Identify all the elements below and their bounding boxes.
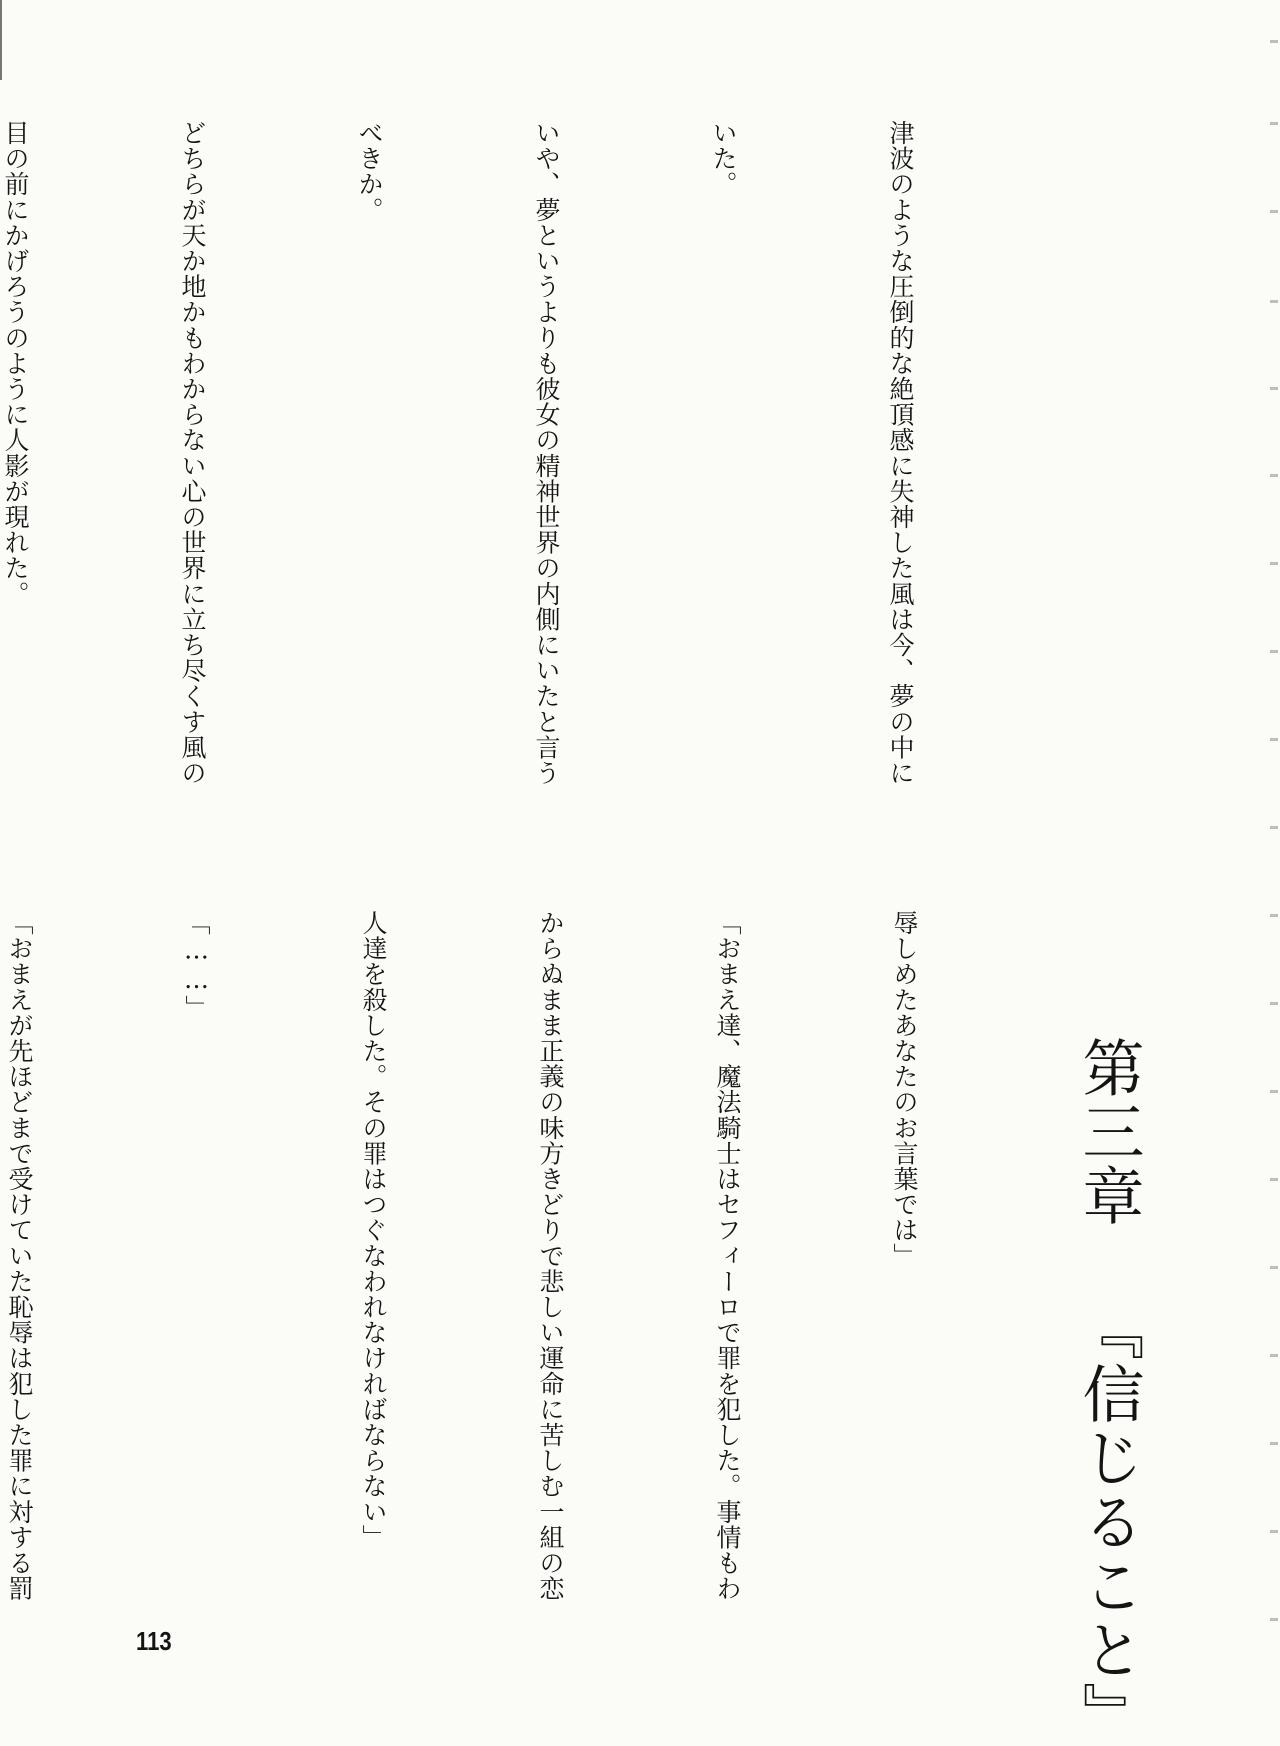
chapter-title: 第三章 『信じること』 [1073,1036,1141,1746]
top-text-block [0,120,1048,820]
text-line: べきか。 [355,120,384,223]
scan-tick [1270,650,1278,653]
scan-tick [1270,122,1278,125]
scan-tick [1270,1618,1278,1621]
text-line: からぬまま正義の味方きどりで悲しい運命に苦しむ一組の恋 [536,910,565,1602]
scan-tick [1270,300,1278,303]
scan-tick [1270,1178,1278,1181]
text-line: 人達を殺した。その罪はつぐなわれなければならない」 [359,910,388,1550]
scan-tick [1270,914,1278,917]
text-line: 目の前にかげろうのように人影が現れた。 [1,120,30,607]
scan-tick [1270,1442,1278,1445]
scan-tick [1270,210,1278,213]
scan-tick [1270,474,1278,477]
text-line: 「おまえ達、魔法騎士はセフィーロで罪を犯した。事情もわ [713,910,742,1602]
scan-tick [1270,40,1278,43]
page-number: 113 [136,1626,172,1656]
scan-tick [1270,1354,1278,1357]
scan-tick [1270,1266,1278,1269]
scan-tick [1270,738,1278,741]
scan-tick [1270,1530,1278,1533]
text-line: いや、夢というよりも彼女の精神世界の内側にいたと言う [532,120,561,786]
text-line: 「おまえが先ほどまで受けていた恥辱は犯した罪に対する罰 [5,910,34,1602]
text-line: 「……」 [182,910,211,1021]
scan-edge-mark [0,0,12,80]
scan-tick [1270,1002,1278,1005]
scan-tick [1270,562,1278,565]
scan-tick [1270,1090,1278,1093]
bottom-text-block [0,910,1052,1610]
text-line: いた。 [709,120,738,197]
scan-tick [1270,387,1278,390]
text-line: 辱しめたあなたのお言葉では」 [890,910,919,1269]
text-line: 津波のような圧倒的な絶頂感に失神した風は今、夢の中に [886,120,915,786]
scan-tick [1270,826,1278,829]
text-line: どちらが天か地かもわからない心の世界に立ち尽くす風の [178,120,207,786]
